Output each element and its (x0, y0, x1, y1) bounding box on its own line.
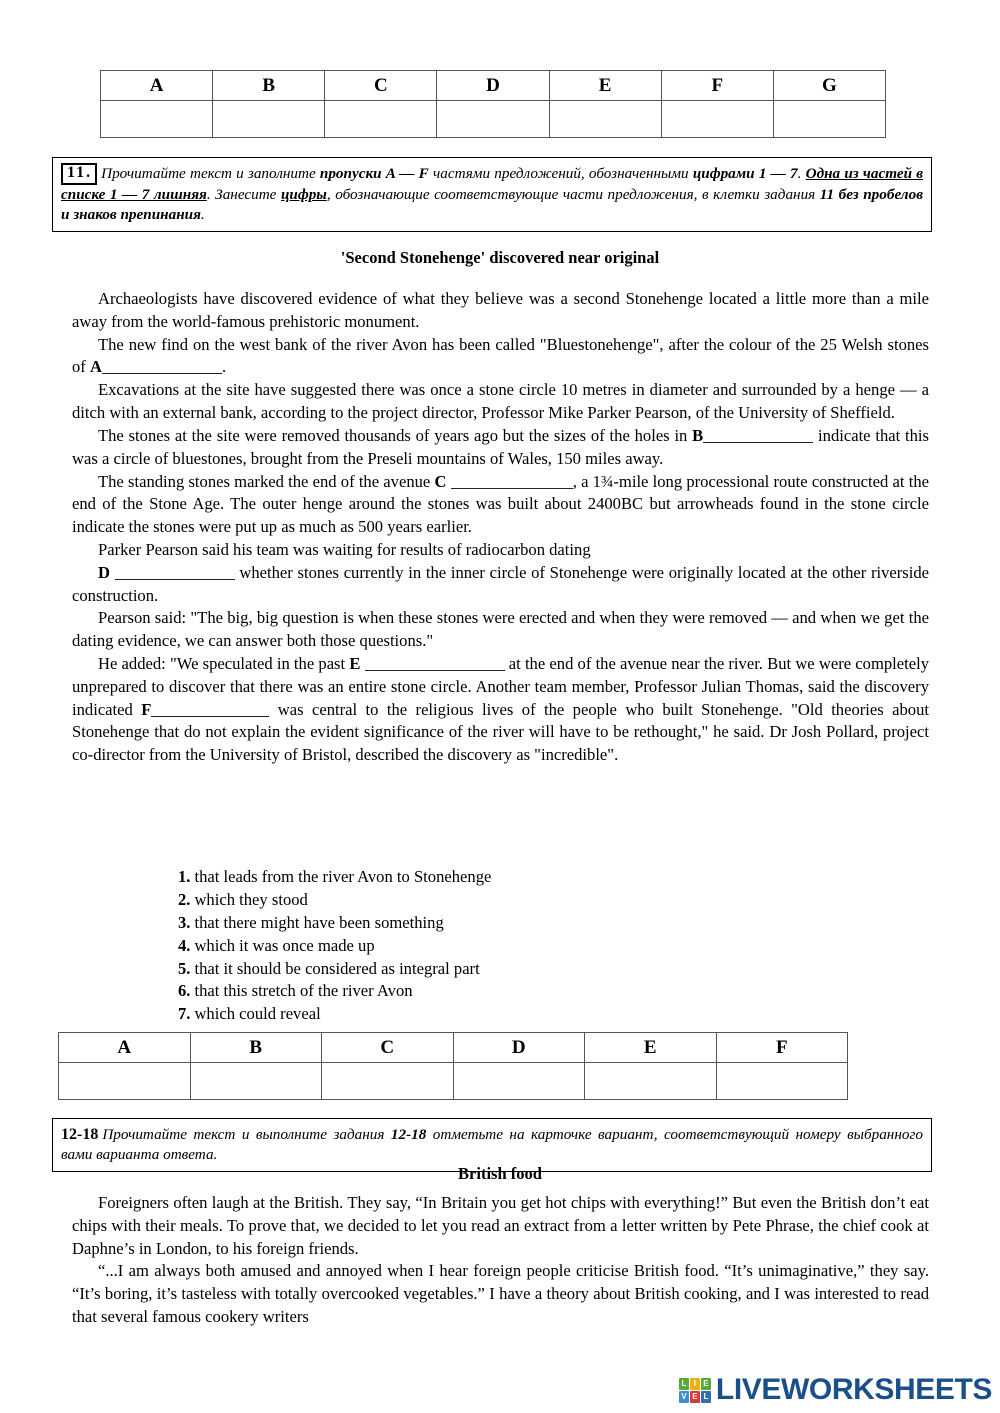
answer-cell[interactable] (59, 1063, 191, 1100)
paragraph-text: , a 1¾-mile long processional route constructed at the end of the Stone Age. The outer henge around the stones was built about 2400BC but arrowheads found in the stone circle indicate the stones were put up as much as 500 years earlier. (72, 471, 929, 537)
gap-label-e: E (349, 654, 361, 673)
options-list (178, 866, 491, 1026)
answer-cell[interactable] (661, 101, 773, 138)
gap-label-d: D (98, 562, 110, 582)
answer-cell[interactable] (585, 1063, 717, 1100)
paragraph-text: whether stones currently in the inner circle of Stonehenge were originally located at the other riverside construction. (72, 562, 929, 605)
paragraph (72, 562, 929, 608)
task-11-numbers-label: цифрами 1 — 7 (692, 165, 798, 182)
table-header-cell: G (773, 71, 885, 101)
answer-cell[interactable] (213, 101, 325, 138)
list-item[interactable] (178, 1003, 491, 1026)
page-title-stonehenge: 'Second Stonehenge' discovered near original (340, 248, 660, 267)
table-header-cell: B (213, 71, 325, 101)
article-stonehenge (72, 288, 929, 767)
gap-blank-d[interactable] (115, 563, 235, 580)
gap-blank-e[interactable] (365, 654, 505, 671)
task-12-18-range-label: 12-18 (390, 1126, 427, 1143)
table-header-cell: C (322, 1033, 454, 1063)
paragraph-text: He added: "We speculated in the past (98, 654, 350, 673)
option-number: 7. (178, 1004, 191, 1024)
table-row (59, 1033, 848, 1063)
option-number: 4. (178, 935, 191, 955)
gap-label-b: B (692, 425, 704, 445)
liveworksheets-wordmark: LIVEWORKSHEETS (715, 1373, 992, 1406)
task-11-text-mid2: . Занесите (206, 185, 281, 203)
gap-blank-b[interactable] (703, 426, 813, 443)
option-number: 3. (178, 912, 191, 932)
paragraph (72, 653, 929, 767)
task-11-dot: . (797, 165, 806, 182)
list-item[interactable] (178, 866, 491, 889)
answer-cell[interactable] (773, 101, 885, 138)
paragraph-text: The stones at the site were removed thousands of years ago but the sizes of the holes in (98, 425, 693, 445)
option-number: 6. (178, 981, 191, 1001)
table-row[interactable] (59, 1063, 848, 1100)
table-header-cell: C (325, 71, 437, 101)
paragraph: Pearson said: "The big, big question is when these stones were erected and when they were removed — and when we get the dating evidence, we can answer both those questions." (72, 608, 929, 651)
paragraph: Excavations at the site have suggested there was once a stone circle 10 metres in diameter and surrounded by a henge — a ditch with an external bank, according to the project director, Professor Mike Parker Pearson, of the University of Sheffield. (72, 380, 929, 423)
table-row (101, 71, 886, 101)
task-11-extra-part-note: Одна из частей в списке 1 — 7 лишняя (61, 165, 923, 203)
option-text: that there might have been something (194, 912, 444, 932)
paragraph (72, 334, 929, 380)
option-text: which they stood (194, 889, 308, 909)
answer-cell[interactable] (322, 1063, 454, 1100)
table-header-cell: F (716, 1033, 848, 1063)
liveworksheets-logo[interactable] (679, 1375, 992, 1405)
list-item[interactable] (178, 935, 491, 958)
answer-cell[interactable] (453, 1063, 585, 1100)
list-item[interactable] (178, 958, 491, 981)
table-header-cell: B (190, 1033, 322, 1063)
table-header-cell: F (661, 71, 773, 101)
gap-blank-f[interactable] (151, 700, 269, 717)
table-header-cell: D (453, 1033, 585, 1063)
answer-cell[interactable] (549, 101, 661, 138)
paragraph: Foreigners often laugh at the British. They say, “In Britain you get hot chips with everything!” But even the British don’t eat chips with their meals. To prove that, we decided to let you read an extract from a letter written by Pete Phrase, the chief cook at Daphne’s in London, to his foreign friends. (72, 1193, 929, 1258)
task-11-digits-label: цифры (280, 185, 327, 203)
paragraph-text: at the end of the avenue near the river. But we were completely unprepared to discover that there was an entire stone circle. Another team member, Professor Julian Thomas, said the discovery indicated (72, 654, 930, 719)
task-11-text-mid3: , обозначающие соответствующие части предложения, в клетки задания (326, 185, 820, 203)
paragraph-text: The new find on the west bank of the river Avon has been called "Bluestonehenge", after the colour of the 25 Welsh stones of (72, 334, 929, 377)
paragraph (72, 425, 929, 471)
task-number-badge: 11. (61, 163, 97, 185)
answer-table-top[interactable] (100, 70, 886, 138)
paragraph-text: . (221, 357, 227, 377)
task-12-18-text-post: отметьте на карточке вариант, соответствующий номеру выбранного вами варианта ответа. (61, 1126, 923, 1164)
table-header-cell: E (549, 71, 661, 101)
paragraph (72, 471, 929, 539)
gap-label-c: C (434, 471, 447, 491)
table-header-cell: A (59, 1033, 191, 1063)
list-item[interactable] (178, 912, 491, 935)
table-header-cell: A (101, 71, 213, 101)
task-11-text-mid: частями предложений, обозначенными (428, 165, 693, 182)
paragraph: Parker Pearson said his team was waiting for results of radiocarbon dating (98, 539, 591, 559)
option-text: that leads from the river Avon to Stonehenge (194, 867, 492, 886)
table-header-cell: D (437, 71, 549, 101)
logo-tile: E (701, 1378, 711, 1390)
answer-cell[interactable] (716, 1063, 848, 1100)
option-text: that this stretch of the river Avon (194, 981, 413, 1001)
article-british-food (72, 1192, 929, 1329)
logo-tile: L (679, 1378, 689, 1390)
option-number: 1. (178, 867, 191, 886)
logo-tile: L (701, 1391, 711, 1403)
table-header-cell: E (585, 1033, 717, 1063)
answer-cell[interactable] (437, 101, 549, 138)
task-11-no-spaces-note: 11 без пробелов и знаков препинания (61, 185, 923, 223)
task-11-text-pre: Прочитайте текст и заполните (101, 165, 320, 182)
page-title-british-food: British food (458, 1164, 542, 1183)
logo-tile: E (690, 1391, 700, 1403)
task-11-text-end: . (200, 205, 205, 223)
paragraph: “...I am always both amused and annoyed when I hear foreign people criticise British food. “It’s unimaginative,” they say. “It’s boring, it’s tasteless with totally overcooked vegetables.” I have a theory about British cooking, and I was interested to read that several famous cookery writers (72, 1261, 929, 1327)
task-11-instruction-box (52, 157, 932, 232)
paragraph: Archaeologists have discovered evidence of what they believe was a second Stonehenge located a little more than a mile away from the world-famous prehistoric monument. (72, 289, 929, 331)
gap-blank-c[interactable] (451, 472, 573, 489)
list-item[interactable] (178, 889, 491, 912)
option-number: 5. (178, 958, 191, 978)
logo-tile: I (690, 1378, 700, 1390)
gap-label-f: F (141, 699, 152, 719)
option-text: that it should be considered as integral part (194, 958, 480, 978)
task-12-18-text-pre: Прочитайте текст и выполните задания (102, 1126, 391, 1143)
answer-cell[interactable] (325, 101, 437, 138)
logo-tile: V (679, 1391, 689, 1403)
paragraph-text: was central to the religious lives of the people who built Stonehenge. "Old theories about Stonehenge that do not explain the evident significance of the river will have to be rethought," he said. Dr Josh Pollard, project co-director from the University of Bristol, described the discovery as "incredible". (72, 699, 930, 765)
liveworksheets-tiles-icon (679, 1378, 711, 1403)
answer-cell[interactable] (190, 1063, 322, 1100)
gap-blank-a[interactable] (102, 358, 222, 375)
task-number-label: 12-18 (61, 1126, 99, 1143)
option-text: which could reveal (194, 1004, 321, 1024)
table-row[interactable] (101, 101, 886, 138)
task-11-gaps-label: пропуски A — F (319, 165, 429, 182)
gap-label-a: A (89, 357, 102, 377)
paragraph-text: The standing stones marked the end of the avenue (98, 471, 435, 491)
option-number: 2. (178, 889, 191, 909)
list-item[interactable] (178, 980, 491, 1003)
answer-table-abcdef[interactable] (58, 1032, 848, 1100)
option-text: which it was once made up (194, 935, 375, 955)
answer-cell[interactable] (101, 101, 213, 138)
paragraph-text: indicate that this was a circle of bluestones, brought from the Preseli mountains of Wales, 150 miles away. (72, 425, 930, 468)
